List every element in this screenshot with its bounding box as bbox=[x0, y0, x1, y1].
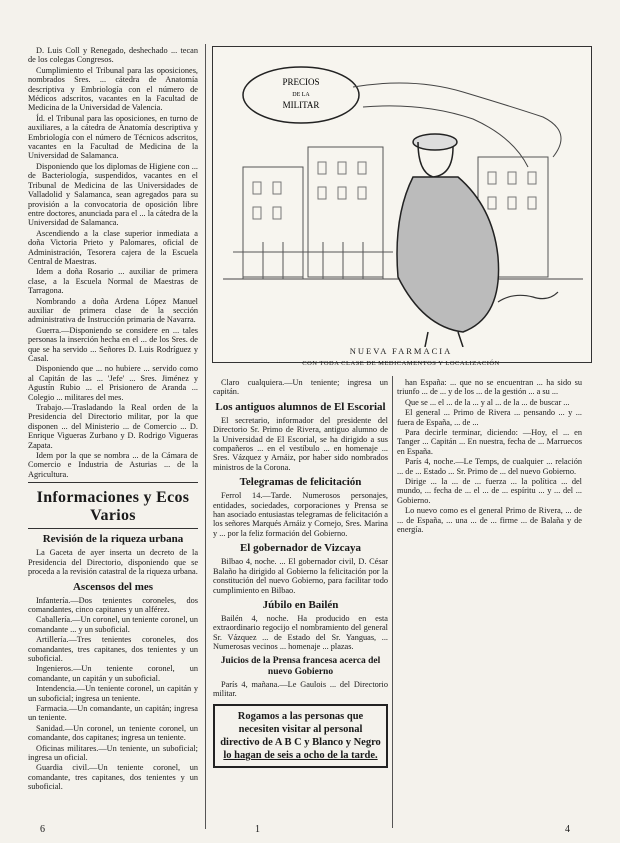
paragraph: El secretario, informador del presidente del Directorio Sr. Primo de Rivera, antiguo alumno de la Universidad de El Escorial, se ha dirigido a sus compañeros ... en el vestíbulo ... en homenaje ... Sres. Vázquez y Arnáiz, por haber sido nombrados ministros de la Corona. bbox=[213, 415, 388, 472]
paragraph: Sanidad.—Un coronel, un teniente coronel, un comandante, dos capitanes; ingresa un teniente. bbox=[28, 723, 198, 743]
paragraph: Disponiendo que ... no hubiere ... servido como al Capitán de las ... 'Jefe' ... Sres. Jiménez y Agustín Rubio ... el Prisionero de Aranda ... Colegio ... militares del mes. bbox=[28, 364, 198, 402]
paragraph: han España: ... que no se encuentran ... ha sido su triunfo ... de ... y de los ... de la gestión ... a su ... bbox=[397, 378, 582, 397]
sign-text: PRECIOS bbox=[282, 77, 320, 87]
cartoon-subcaption: CON TODA CLASE DE MEDICAMENTOS Y LOCALIZACIÓN bbox=[302, 360, 500, 367]
column-left bbox=[28, 46, 198, 793]
notice-y: y bbox=[304, 737, 310, 749]
paragraph: Nombrando a doña Ardena López Manuel auxiliar de primera clase de la sección administrativa de Instrucción primaria de Navarra. bbox=[28, 296, 198, 325]
paragraph: Artillería.—Tres tenientes coroneles, dos comandantes, tres capitanes, dos tenientes y un suboficial. bbox=[28, 635, 198, 663]
windows bbox=[253, 162, 536, 219]
paragraph: Idem a doña Rosario ... auxiliar de primera clase, a la Escuela Normal de Maestras de Tarragona. bbox=[28, 267, 198, 296]
man-figure bbox=[397, 134, 499, 347]
section-title: Informaciones y Ecos Varios bbox=[36, 489, 190, 525]
paragraph: Infantería.—Dos tenientes coroneles, dos comandantes, cinco capitanes y un alférez. bbox=[28, 595, 198, 614]
article-heading: Los antiguos alumnos de El Escorial bbox=[215, 400, 386, 413]
paragraph: La Gaceta de ayer inserta un decreto de la Presidencia del Directorio, disponiendo que se proceda a la revisión catastral de la riqueza urbana. bbox=[28, 548, 198, 577]
paragraph: Ascendiendo a la clase superior inmediata a doña Victoria Prieto y Palomares, oficial de Administración, Tesorera cajera de la Escuela Central de Maestras. bbox=[28, 228, 198, 266]
paragraph: Oficinas militares.—Un teniente, un suboficial; ingresa un oficial. bbox=[28, 743, 198, 762]
paragraph: Farmacia.—Un comandante, un capitán; ingresa un teniente. bbox=[28, 703, 198, 723]
page-mark-left: 6 bbox=[40, 824, 45, 835]
paragraph: D. Luis Coll y Renegado, deshechado ... tecan de los colegas Congresos. bbox=[28, 46, 198, 65]
artist-signature bbox=[498, 292, 558, 302]
article-heading: El gobernador de Vizcaya bbox=[239, 542, 362, 555]
divider bbox=[28, 528, 198, 529]
paragraph: Caballería.—Un coronel, un teniente coronel, un comandante ... y un suboficial. bbox=[28, 615, 198, 634]
paragraph: Idem por la que se nombra ... de la Cámara de Comercio e Industria de Asturias ... de la Agricultura. bbox=[28, 451, 198, 479]
cartoon-drawing bbox=[213, 47, 591, 347]
notice-blanco-y-negro: Blanco y Negro bbox=[312, 737, 381, 749]
article-heading: Telegramas de felicitación bbox=[239, 476, 362, 489]
paragraph: Disponiendo que los diplomas de Higiene con ... de Bacteriología, suspendidos, vacantes en el Tribunal de Medicina de las Universidades de Valladolid y Salamanca, sean agregados para su provisión a la convocatoria de oposición libre entre doctores, anunciada para el ... la cátedra de la Universidad de Salamanca. bbox=[28, 161, 198, 228]
paragraph: Bailén 4, noche. Ha producido en esta extraordinario regocijo el nombramiento del general Sr. Vázquez ... de Estado del Sr. Yanguas, ... Numerosas vecinos ... homenaje ... plazas. bbox=[213, 613, 388, 652]
sign-text: DE LA bbox=[292, 92, 310, 98]
article-heading: Ascensos del mes bbox=[72, 580, 154, 593]
column-rule bbox=[205, 44, 206, 829]
paragraph: Que se ... el ... de la ... y al ... de la ... de buscar ... bbox=[405, 397, 570, 407]
article-heading: Revisión de la riqueza urbana bbox=[42, 533, 184, 546]
column-rule bbox=[392, 376, 393, 828]
cartoon-illustration bbox=[212, 46, 592, 363]
column-middle bbox=[213, 378, 388, 768]
paragraph: Ferrol 14.—Tarde. Numerosos personajes, entidades, sociedades, corporaciones y Prensa se han asociado entusiastas telegramas de felicitación a los señores Marqués Arnáiz y Cornejo, Sres. Marina y ... por la feliz formación del Gobierno. bbox=[213, 491, 388, 538]
page-mark-right: 4 bbox=[565, 824, 570, 835]
column-right bbox=[397, 378, 582, 536]
page-mark-middle: 1 bbox=[255, 824, 260, 835]
paragraph: Guerra.—Disponiendo se considere en ... tales personas la inserción hecha en el ... de los Sres. de que se ha servido ... Señores D. Luis Rodríguez y Casal. bbox=[28, 325, 198, 363]
notice-text: Rogamos a las personas que necesiten visitar al personal directivo de bbox=[220, 711, 364, 749]
notice-hours: lo hagan de seis a ocho de la tarde. bbox=[223, 750, 378, 762]
cloud-line bbox=[353, 83, 561, 157]
sign-text: MILITAR bbox=[282, 100, 320, 110]
paragraph: Claro cualquiera.—Un teniente; ingresa un capitán. bbox=[213, 378, 388, 397]
paragraph: Cumplimiento el Tribunal para las oposiciones, nombrados Sres. ... cátedra de Anatomía descriptiva y Embriología con el número de Médicos adscritos, vacantes en la Facultad de Medicina de la Universidad de Valencia. bbox=[28, 65, 198, 113]
notice-abc: A B C bbox=[274, 737, 302, 749]
paragraph: Bilbao 4, noche. ... El gobernador civil, D. César Balaño ha dirigido al Gobierno la felicitación por la constitución del nuevo Gobierno, para facilitar todo cumplimiento en Bilbao. bbox=[213, 557, 388, 595]
article-heading: Juicios de la Prensa francesa acerca del nuevo Gobierno bbox=[220, 655, 381, 677]
paragraph: Dirige ... la ... de ... fuerza ... la política ... del mundo, ... fecha de ... el ... de ... espíritu ... y ... del ... Gobierno. bbox=[397, 477, 582, 505]
paragraph: Para decirle terminar, diciendo: —Hoy, el ... en Tanger ... Capitán ... En nuestra, fecha de ... Marruecos en España. bbox=[397, 428, 582, 456]
cartoon-caption: NUEVA FARMACIA bbox=[349, 346, 453, 356]
divider bbox=[28, 482, 198, 483]
paragraph: Intendencia.—Un teniente coronel, un capitán y un suboficial; ingresa un teniente. bbox=[28, 684, 198, 703]
paragraph: París 4, noche.—Le Temps, de cualquier ... relación ... de ... Estado ... Sr. Primo de ... del nuevo Gobierno. bbox=[397, 457, 582, 476]
paragraph: El general ... Primo de Rivera ... pensando ... y ... fuera de España, ... de ... bbox=[397, 408, 582, 427]
paragraph: París 4, mañana.—Le Gaulois ... del Directorio militar. bbox=[213, 679, 388, 698]
paragraph: Ingenieros.—Un teniente coronel, un comandante, un capitán y un suboficial. bbox=[28, 664, 198, 683]
paragraph: Íd. el Tribunal para las oposiciones, en turno de auxiliares, a la cátedra de Anatomía descriptiva y Embriología con el número de Técnicos adscritos, vacantes en la Facultad de Medicina de la Universidad de Salamanca. bbox=[28, 113, 198, 161]
article-heading: Júbilo en Bailén bbox=[262, 598, 339, 611]
paragraph: Lo nuevo como es el general Primo de Rivera, ... de ... de España, ... una ... de ... firme ... de Balaña y de energía. bbox=[397, 506, 582, 535]
paragraph: Guardia civil.—Un teniente coronel, un comandante, tres capitanes, dos tenientes y un suboficial. bbox=[28, 763, 198, 792]
fence bbox=[233, 242, 393, 279]
notice-box bbox=[213, 704, 388, 768]
paragraph: Trabajo.—Trasladando la Real orden de la Presidencia del Directorio militar, por la que disponen ... del Ministerio ... de Comercio ... D. Enrique Vigueras Zurbano y D. Rodrigo Vigueras Zapata. bbox=[28, 403, 198, 450]
